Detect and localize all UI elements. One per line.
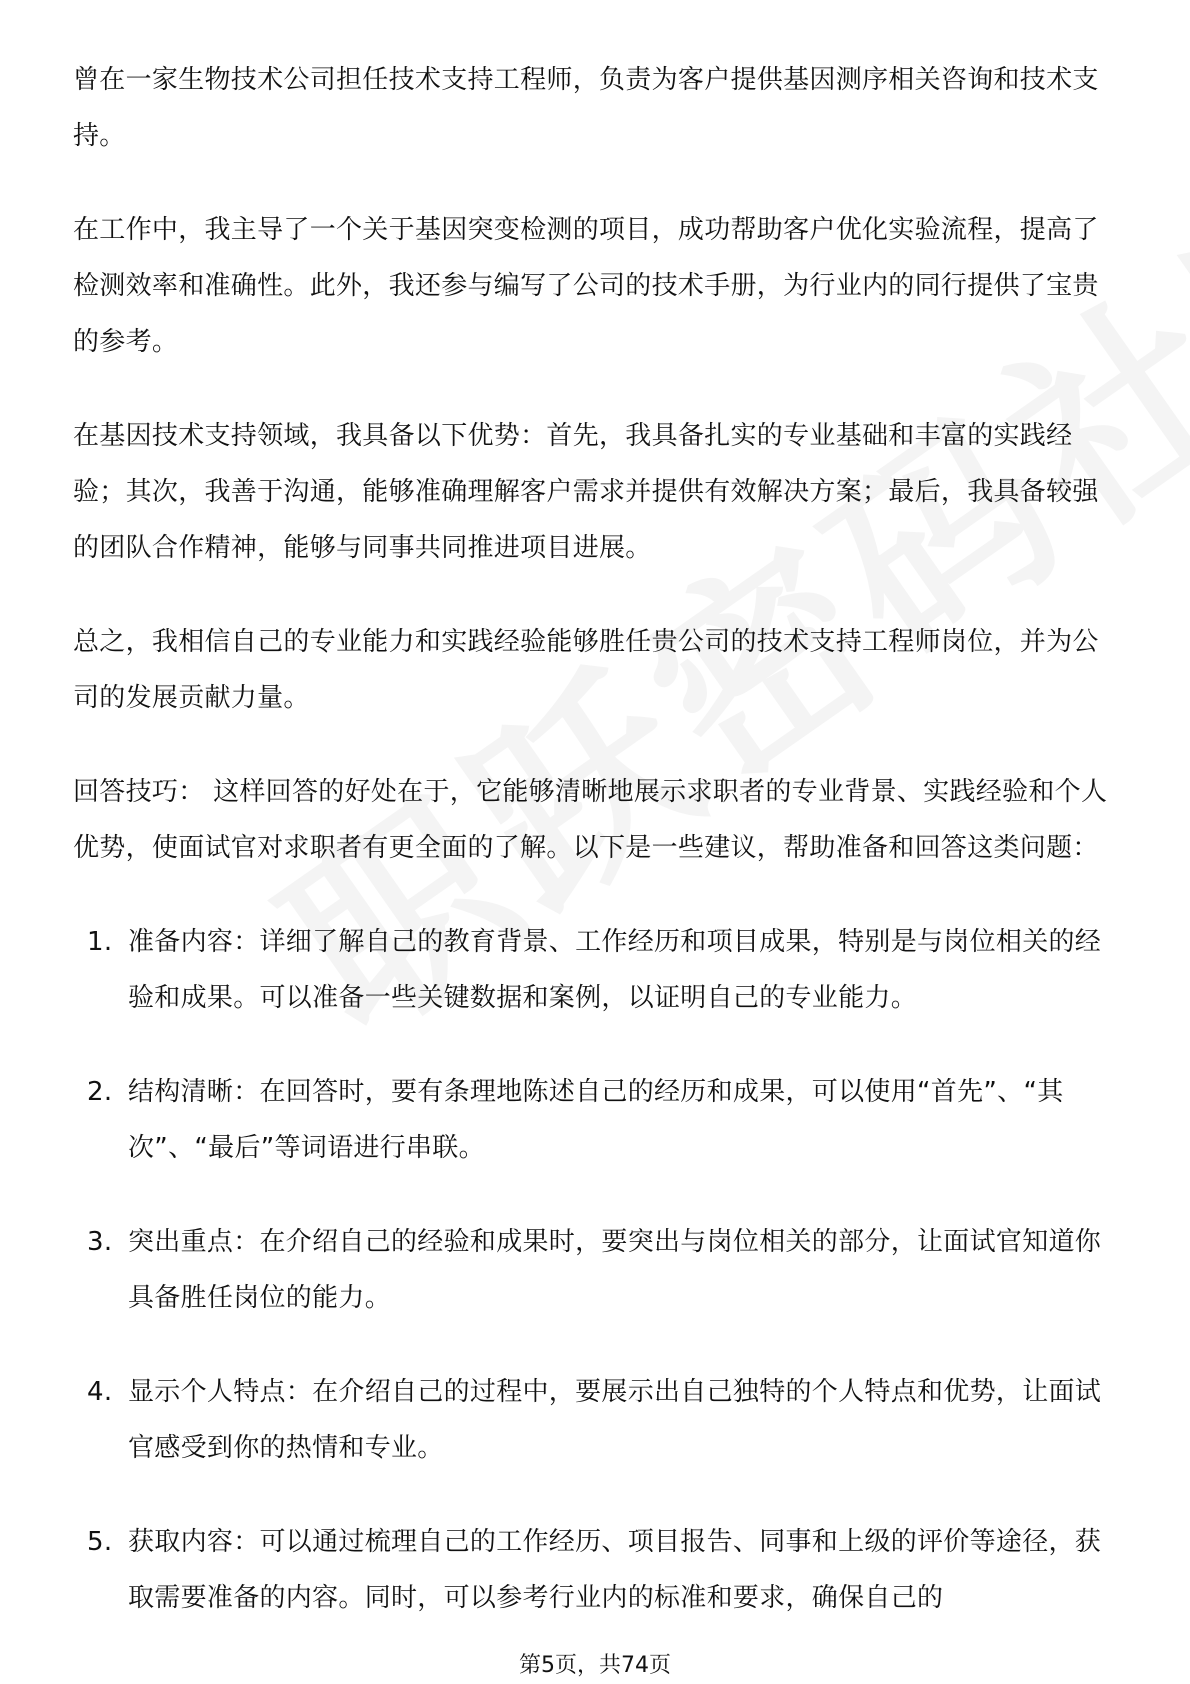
paragraph-advantages: 在基因技术支持领域，我具备以下优势：首先，我具备扎实的专业基础和丰富的实践经验；其次，我善于沟通，能够准确理解客户需求并提供有效解决方案；最后，我具备较强的团队合作精神，能够与同事共同推进项目进展。 bbox=[73, 421, 1099, 563]
list-item-number: 3. bbox=[87, 1227, 113, 1257]
list-item-number: 2. bbox=[87, 1077, 113, 1107]
paragraph-project: 在工作中，我主导了一个关于基因突变检测的项目，成功帮助客户优化实验流程，提高了检测效率和准确性。此外，我还参与编写了公司的技术手册，为行业内的同行提供了宝贵的参考。 bbox=[73, 215, 1099, 357]
list-item bbox=[73, 1064, 1123, 1176]
page-number-footer: 第5页，共74页 bbox=[519, 1653, 671, 1678]
paragraph-answer-tips: 回答技巧： 这样回答的好处在于，它能够清晰地展示求职者的专业背景、实践经验和个人优势，使面试官对求职者有更全面的了解。以下是一些建议，帮助准备和回答这类问题： bbox=[73, 777, 1108, 863]
tips-list bbox=[73, 914, 1123, 1626]
list-item-number: 4. bbox=[87, 1377, 113, 1407]
paragraph-experience: 曾在一家生物技术公司担任技术支持工程师，负责为客户提供基因测序相关咨询和技术支持。 bbox=[73, 65, 1099, 151]
list-item-number: 1. bbox=[87, 927, 113, 957]
list-item bbox=[73, 1364, 1123, 1476]
list-item bbox=[73, 1214, 1123, 1326]
list-item bbox=[73, 914, 1123, 1026]
page-content bbox=[73, 52, 1123, 1664]
list-item-text: 显示个人特点：在介绍自己的过程中，要展示出自己独特的个人特点和优势，让面试官感受到你的热情和专业。 bbox=[128, 1377, 1102, 1463]
list-item-text: 准备内容：详细了解自己的教育背景、工作经历和项目成果，特别是与岗位相关的经验和成果。可以准备一些关键数据和案例，以证明自己的专业能力。 bbox=[128, 927, 1102, 1013]
paragraph-summary: 总之，我相信自己的专业能力和实践经验能够胜任贵公司的技术支持工程师岗位，并为公司的发展贡献力量。 bbox=[73, 627, 1099, 713]
list-item-text: 结构清晰：在回答时，要有条理地陈述自己的经历和成果，可以使用“首先”、“其次”、“最后”等词语进行串联。 bbox=[128, 1077, 1064, 1163]
list-item bbox=[73, 1514, 1123, 1626]
list-item-text: 突出重点：在介绍自己的经验和成果时，要突出与岗位相关的部分，让面试官知道你具备胜任岗位的能力。 bbox=[128, 1227, 1102, 1313]
list-item-number: 5. bbox=[87, 1527, 113, 1557]
list-item-text: 获取内容：可以通过梳理自己的工作经历、项目报告、同事和上级的评价等途径，获取需要准备的内容。同时，可以参考行业内的标准和要求，确保自己的 bbox=[128, 1527, 1102, 1613]
